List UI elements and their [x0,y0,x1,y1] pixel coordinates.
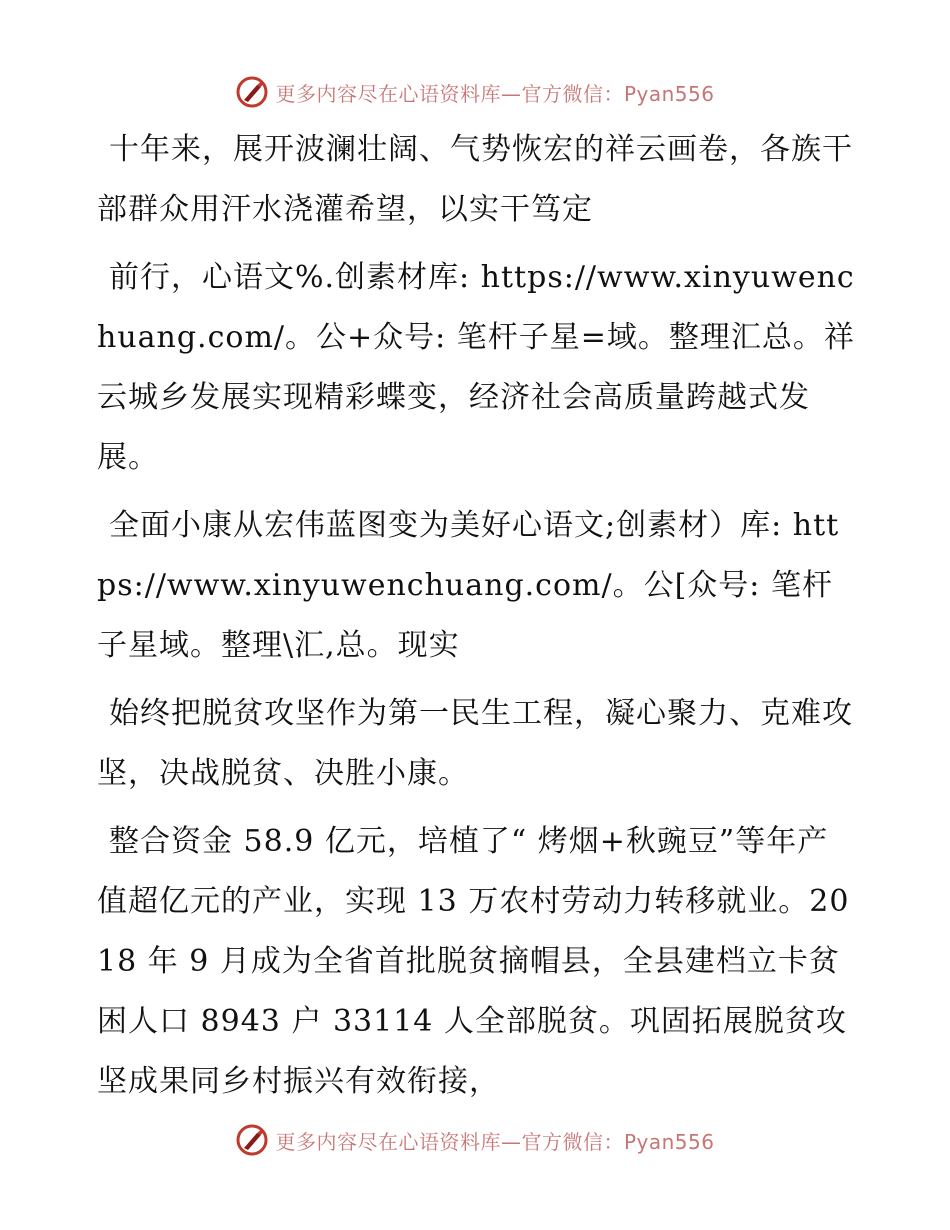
document-body [97,120,857,1120]
footer-banner-text: 更多内容尽在心语资料库—官方微信：Pyan556 [275,1129,715,1154]
paragraph-3: 全面小康从宏伟蓝图变为美好心语文;创素材）库: https://www.xinyuwenchuang.com/。公[众号: 笔杆子星域。整理\汇,总。现实 [97,508,840,663]
paragraph-4: 始终把脱贫攻坚作为第一民生工程，凝心聚力、克难攻坚，决战脱贫、决胜小康。 [97,696,853,791]
paragraph-5: 整合资金 58.9 亿元，培植了“ 烤烟+秋豌豆”等年产值超亿元的产业，实现 13 万农村劳动力转移就业。2018 年 9 月成为全省首批脱贫摘帽县，全县建档立卡贫困人口 8943 户 33114 人全部脱贫。巩固拓展脱贫攻坚成果同乡村振兴有效衔接， [97,824,850,1099]
header-banner-text: 更多内容尽在心语资料库—官方微信：Pyan556 [275,81,715,106]
header-banner [0,72,950,112]
footer-banner [0,1120,950,1160]
paragraph-1: 十年来，展开波澜壮阔、气势恢宏的祥云画卷，各族干部群众用汗水浇灌希望，以实干笃定 [97,132,853,227]
paragraph-2: 前行，心语文%.创素材库: https://www.xinyuwenchuang.com/。公+众号: 笔杆子星=域。整理汇总。祥云城乡发展实现精彩蝶变，经济社会高质量跨越式发展。 [97,260,855,475]
quill-logo-icon [235,75,269,109]
quill-logo-icon [235,1123,269,1157]
